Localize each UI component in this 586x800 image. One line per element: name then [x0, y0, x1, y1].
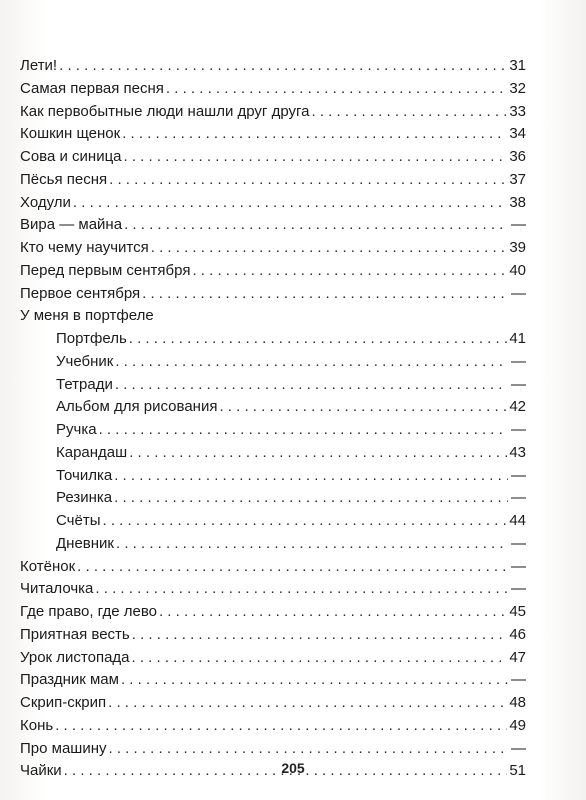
dot-leader	[129, 442, 507, 465]
toc-entry	[20, 715, 526, 738]
toc-entry	[20, 510, 526, 533]
toc-entry-page: —	[511, 580, 526, 598]
toc-entry	[20, 419, 526, 442]
toc-entry-title: Первое сентября	[20, 284, 141, 302]
toc-entry-page: —	[511, 216, 526, 234]
toc-entry-title: Скрип-скрип	[20, 694, 107, 711]
dot-leader	[124, 214, 508, 237]
toc-entry-page: 44	[509, 512, 526, 529]
toc-entry-page: —	[511, 284, 526, 302]
toc-entry-page: —	[511, 421, 526, 438]
toc-entry-title: Урок листопада	[20, 648, 130, 666]
toc-entry	[20, 237, 526, 260]
toc-entry	[20, 305, 526, 328]
dot-leader	[77, 556, 508, 579]
toc-entry	[20, 442, 526, 465]
toc-entry-title: Ходули	[20, 193, 71, 211]
page-number: 205	[281, 760, 305, 776]
toc-entry-title: Чайки	[20, 762, 62, 780]
toc-entry-page: 49	[509, 716, 526, 734]
toc-entry	[20, 487, 526, 510]
toc-entry-page: 45	[509, 603, 526, 620]
dot-leader	[122, 123, 507, 146]
toc-entry-page: —	[511, 534, 526, 552]
toc-entry-page: 31	[509, 57, 526, 74]
dot-leader	[124, 146, 508, 169]
dot-leader	[219, 396, 507, 419]
toc-entry	[20, 214, 526, 237]
toc-entry-page: —	[511, 466, 526, 484]
toc-entry-title: Праздник мам	[20, 671, 119, 689]
toc-entry	[20, 78, 526, 101]
toc-entry	[20, 601, 526, 624]
toc-entry-title: Счёты	[56, 512, 101, 529]
dot-leader	[95, 578, 508, 601]
toc-entry-title: Портфель	[56, 330, 127, 347]
toc-entry	[20, 624, 526, 647]
toc-entry	[20, 738, 526, 761]
toc-entry-title: Про машину	[20, 739, 107, 757]
toc-entry-title: Кто чему научится	[20, 239, 149, 256]
toc-entry-page: —	[511, 671, 526, 689]
toc-entry-page: 34	[509, 125, 526, 143]
toc-entry-page: 33	[509, 102, 526, 120]
toc-entry-title: Карандаш	[56, 443, 128, 461]
toc-entry	[20, 101, 526, 124]
toc-entry-title: Вира — майна	[20, 216, 123, 234]
toc-entry	[20, 556, 526, 579]
toc-entry-title: У меня в портфеле	[20, 307, 154, 325]
toc-entry-title: Пёсья песня	[20, 170, 108, 188]
toc-entry-title: Кошкин щенок	[20, 125, 121, 143]
toc-entry	[20, 465, 526, 488]
table-of-contents	[20, 55, 526, 783]
toc-entry-title: Сова и синица	[20, 148, 122, 165]
toc-entry	[20, 647, 526, 670]
toc-entry	[20, 578, 526, 601]
dot-leader	[142, 283, 508, 306]
dot-leader	[116, 533, 508, 556]
toc-entry	[20, 192, 526, 215]
toc-entry-page: 38	[509, 193, 526, 211]
dot-leader	[59, 55, 507, 78]
toc-entry-page: —	[511, 557, 526, 575]
dot-leader	[121, 669, 508, 692]
toc-entry	[20, 351, 526, 374]
toc-entry-title: Альбом для рисования	[56, 398, 218, 416]
toc-entry-title: Конь	[20, 716, 54, 734]
dot-leader	[109, 169, 507, 192]
toc-entry-page: —	[511, 352, 526, 370]
dot-leader	[132, 624, 508, 647]
toc-entry	[20, 169, 526, 192]
toc-entry-page: —	[511, 375, 526, 393]
toc-entry	[20, 396, 526, 419]
toc-entry-page: —	[511, 489, 526, 507]
toc-entry-title: Котёнок	[20, 557, 76, 575]
dot-leader	[73, 192, 507, 215]
dot-leader	[159, 601, 507, 624]
toc-entry	[20, 123, 526, 146]
toc-entry-title: Приятная весть	[20, 625, 130, 643]
toc-entry-title: Самая первая песня	[20, 79, 164, 97]
toc-entry-page: 39	[509, 239, 526, 256]
dot-leader	[166, 78, 507, 101]
dot-leader	[115, 374, 508, 397]
toc-entry-title: Читалочка	[20, 580, 94, 598]
toc-entry-title: Где право, где лево	[20, 603, 157, 620]
dot-leader	[311, 101, 507, 124]
toc-entry-page: 42	[509, 398, 526, 416]
dot-leader	[99, 419, 508, 442]
dot-leader	[129, 328, 508, 351]
toc-entry-title: Дневник	[56, 534, 114, 552]
toc-entry-page: 36	[509, 148, 526, 165]
toc-entry-title: Резинка	[56, 489, 113, 507]
toc-entry-page: 40	[509, 261, 526, 279]
toc-entry	[20, 374, 526, 397]
toc-entry-title: Перед первым сентября	[20, 261, 191, 279]
toc-entry	[20, 328, 526, 351]
dot-leader	[151, 237, 508, 260]
dot-leader	[102, 510, 507, 533]
dot-leader	[108, 692, 507, 715]
toc-entry-page: 46	[509, 625, 526, 643]
dot-leader	[55, 715, 507, 738]
toc-entry-title: Ручка	[56, 421, 97, 438]
toc-entry	[20, 692, 526, 715]
toc-entry	[20, 669, 526, 692]
toc-entry-page: 37	[509, 170, 526, 188]
toc-entry-page: 43	[509, 443, 526, 461]
dot-leader	[108, 738, 508, 761]
toc-entry-page: 47	[509, 648, 526, 666]
dot-leader	[114, 487, 508, 510]
toc-entry-page: —	[511, 739, 526, 757]
toc-entry-title: Тетради	[56, 375, 113, 393]
toc-entry-page: 41	[509, 330, 526, 347]
toc-entry-page: 51	[509, 762, 526, 780]
toc-entry	[20, 55, 526, 78]
toc-entry	[20, 533, 526, 556]
dot-leader	[192, 260, 507, 283]
dot-leader	[114, 465, 508, 488]
dot-leader	[132, 647, 508, 670]
toc-entry-page: 48	[509, 694, 526, 711]
toc-entry-title: Точилка	[56, 466, 113, 484]
toc-entry-title: Учебник	[56, 352, 114, 370]
toc-entry-title: Как первобытные люди нашли друг друга	[20, 102, 310, 120]
toc-entry	[20, 283, 526, 306]
toc-entry-page: 32	[509, 79, 526, 97]
toc-entry	[20, 260, 526, 283]
dot-leader	[115, 351, 508, 374]
toc-entry	[20, 146, 526, 169]
toc-entry-title: Лети!	[20, 57, 58, 74]
